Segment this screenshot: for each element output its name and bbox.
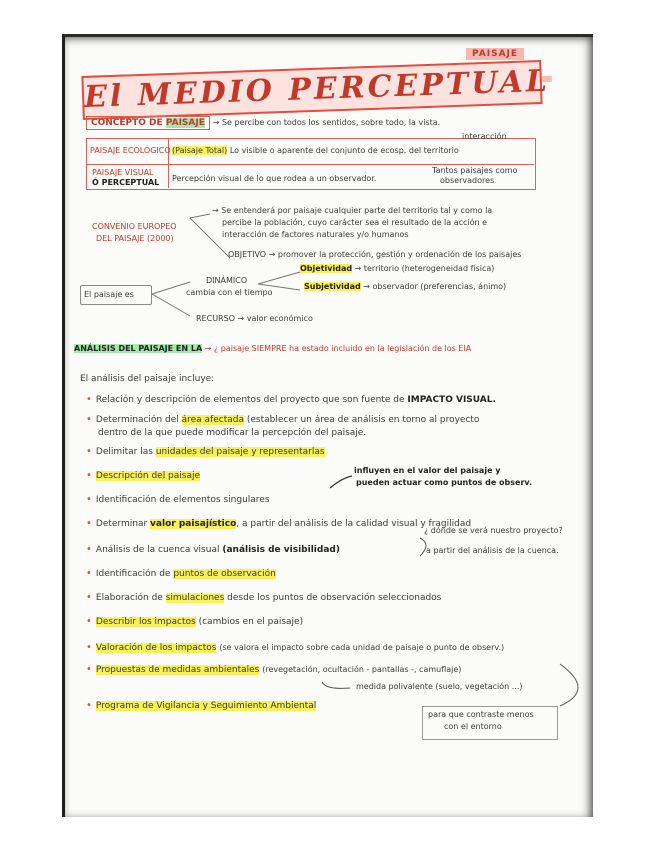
concepto-definition: → Se percibe con todos los sentidos, sobre todo, la vista. [212,118,441,127]
list-item: • Descripción del paisaje [86,470,201,481]
cambia-label: cambia con el tiempo [186,288,273,297]
list-item: • Relación y descripción de elementos del proyecto que son fuente de IMPACTO VISUAL. [86,394,496,405]
singulares-note-b: pueden actuar como puntos de observ. [356,478,533,487]
list-item: • Análisis de la cuenca visual (análisis de visibilidad) [86,544,340,555]
scan-top-margin [0,0,655,36]
convenio-line1: → Se entenderá por paisaje cualquier parte del territorio tal y como la [212,206,493,215]
concepto-label: CONCEPTO DE PAISAJE [86,116,210,130]
list-item: • Identificación de puntos de observación [86,568,276,579]
singulares-note-a: influyen en el valor del paisaje y [354,466,501,475]
concepto-row [86,118,440,128]
row1-note: interacción [462,132,507,141]
convenio-label-b: DEL PAISAJE (2000) [96,234,174,243]
convenio-objetivo: OBJETIVO → promover la protección, gestión y ordenación de los paisajes [228,250,522,259]
objetividad-row: Objetividad → territorio (heterogeneidad física) [300,264,495,273]
list-item: • Determinar valor paisajístico, a partir del análisis de la calidad visual y fragilidad [86,518,472,529]
box-note-a: para que contraste menos [428,710,534,719]
page-title: El MEDIO PERCEPTUAL [81,60,542,120]
list-item: • Describir los impactos (cambios en el paisaje) [86,616,304,627]
convenio-label-a: CONVENIO EUROPEO [92,222,177,231]
list-item: • Determinación del área afectada (establecer un área de análisis en torno al proyecto [86,414,480,425]
analisis-intro: El análisis del paisaje incluye: [80,374,215,384]
dinamico-label: DINÁMICO [206,276,248,285]
list-item: • Identificación de elementos singulares [86,494,270,505]
row2-content: Percepción visual de lo que rodea a un observador. [172,174,377,183]
list-item: • Propuestas de medidas ambientales (revegetación, ocultación - pantallas -, camuflaje) [86,664,462,675]
convenio-line3: interacción de factores naturales y/o humanos [222,230,409,239]
eia-row: ANÁLISIS DEL PAISAJE EN LA → ¿ paisaje SIEMPRE ha estado incluido en la legislación de los EIA [74,344,472,353]
section-tag: PAISAJE [466,48,524,60]
list-item: • Valoración de los impactos (se valora el impacto sobre cada unidad de paisaje o punto de observ.) [86,642,505,653]
donde-note: ¿ dónde se verá nuestro proyecto? [424,526,563,535]
row2-label-a: PAISAJE VISUAL [92,168,154,177]
medida-note: medida polivalente (suelo, vegetación ...) [356,682,523,691]
row1-label: PAISAJE ECOLÓGICO [90,146,171,155]
row2-note-a: Tantos paisajes como [432,166,518,175]
row2-label-b: Ó PERCEPTUAL [92,178,160,187]
cuenca-note: a partir del análisis de la cuenca. [426,546,559,555]
paisaje-es-label: El paisaje es [84,290,134,299]
convenio-line2: percibe la población, cuyo carácter sea el resultado de la acción e [222,218,488,227]
row2-note-b: observadores [440,176,495,185]
subjetividad-row: Subjetividad → observador (preferencias, ánimo) [304,282,507,291]
list-item: • Delimitar las unidades del paisaje y representarlas [86,446,325,457]
table-divider [86,164,534,165]
recurso-label: RECURSO → valor económico [196,314,313,323]
list-item: • Programa de Vigilancia y Seguimiento Ambiental [86,700,317,711]
row1-content: (Paisaje Total) Lo visible o aparente del conjunto de ecosp. del territorio [172,146,459,155]
box-note-b: con el entorno [444,722,502,731]
list-item-continuation: dentro de la que puede modificar la percepción del paisaje. [98,428,367,438]
list-item: • Elaboración de simulaciones desde los puntos de observación seleccionados [86,592,442,603]
